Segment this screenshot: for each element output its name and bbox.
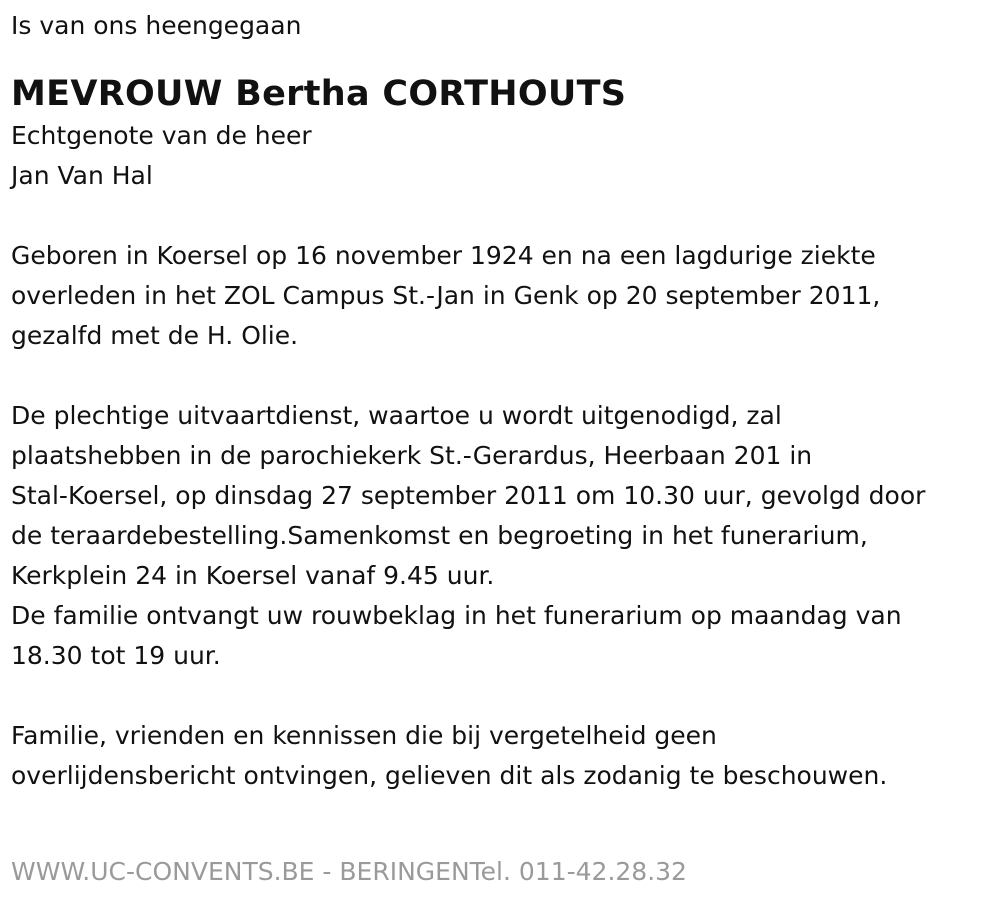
paragraph-line: de teraardebestelling.Samenkomst en begroeting in het funerarium,: [11, 521, 868, 550]
deceased-name: MEVROUW Bertha CORTHOUTS: [11, 74, 627, 114]
footer-contact: WWW.UC-CONVENTS.BE - BERINGENTel. 011-42.28.32: [11, 857, 687, 886]
death-notice: [11, 6, 986, 796]
paragraph-line: Kerkplein 24 in Koersel vanaf 9.45 uur.: [11, 561, 495, 590]
relation-line: Echtgenote van de heer: [11, 121, 312, 150]
paragraph-line: plaatshebben in de parochiekerk St.-Gerardus, Heerbaan 201 in: [11, 441, 813, 470]
paragraph-line: Familie, vrienden en kennissen die bij vergetelheid geen: [11, 721, 717, 750]
spouse-name: Jan Van Hal: [11, 161, 153, 190]
paragraph-line: Stal-Koersel, op dinsdag 27 september 2011 om 10.30 uur, gevolgd door: [11, 481, 926, 510]
paragraph-line: overleden in het ZOL Campus St.-Jan in Genk op 20 september 2011,: [11, 281, 881, 310]
paragraph-line: overlijdensbericht ontvingen, gelieven dit als zodanig te beschouwen.: [11, 761, 888, 790]
paragraph-line: 18.30 tot 19 uur.: [11, 641, 221, 670]
birth-death-paragraph: [11, 236, 986, 356]
paragraph-line: Geboren in Koersel op 16 november 1924 en na een lagdurige ziekte: [11, 241, 876, 270]
intro-text: Is van ons heengegaan: [11, 11, 302, 40]
closing-paragraph: [11, 716, 986, 796]
paragraph-line: gezalfd met de H. Olie.: [11, 321, 299, 350]
funeral-paragraph: [11, 396, 986, 676]
paragraph-line: De plechtige uitvaartdienst, waartoe u wordt uitgenodigd, zal: [11, 401, 782, 430]
paragraph-line: De familie ontvangt uw rouwbeklag in het funerarium op maandag van: [11, 601, 902, 630]
relation-text: [11, 116, 986, 196]
